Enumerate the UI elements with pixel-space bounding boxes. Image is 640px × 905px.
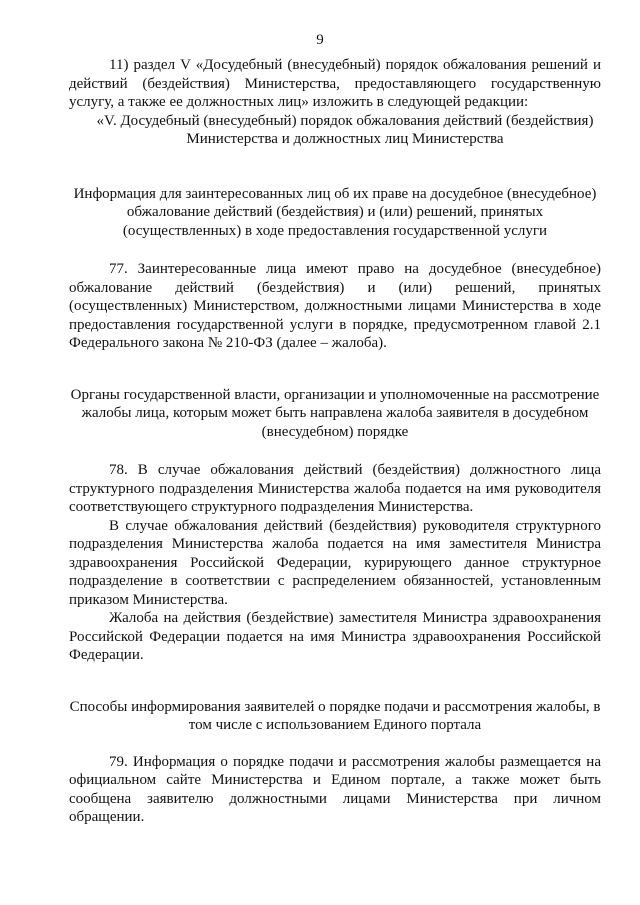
paragraph-78-c: Жалоба на действия (бездействие) заместителя Министра здравоохранения Российской Федерации подается на имя Министра здравоохранения Российской Федерации. <box>69 610 601 663</box>
section-title: «V. Досудебный (внесудебный) порядок обжалования действий (бездействия) Министерства и должностных лиц Министерства <box>96 112 594 147</box>
heading-information-rights: Информация для заинтересованных лиц об их праве на досудебное (внесудебное) обжалование действий (бездействия) и (или) решений, принятых (осуществленных) в ходе предоставления государственной услуги <box>73 185 597 239</box>
paragraph-78-a: 78. В случае обжалования действий (бездействия) должностного лица структурного подразделения Министерства жалоба подается на имя руководителя соответствующего структурного подразделения Министерства. <box>69 462 601 515</box>
spacer <box>69 441 601 461</box>
paragraph-item-11: 11) раздел V «Досудебный (внесудебный) порядок обжалования решений и действий (бездействия) Министерства, предоставляющего государственную услугу, а также ее должностных лиц» изложить в следующей редакции: <box>69 57 601 110</box>
spacer <box>69 353 601 386</box>
spacer <box>69 240 601 260</box>
spacer <box>69 149 601 185</box>
heading-informing-methods: Способы информирования заявителей о порядке подачи и рассмотрения жалобы, в том числе с использованием Единого портала <box>69 698 601 733</box>
page-number: 9 <box>316 32 324 48</box>
paragraph-79: 79. Информация о порядке подачи и рассмотрения жалобы размещается на официальном сайте Министерства и Едином портале, а также может быть сообщена заявителю должностными лицами Министерства при личном обращении. <box>69 753 601 825</box>
spacer <box>69 735 601 753</box>
document-body <box>69 56 601 827</box>
spacer <box>69 665 601 698</box>
paragraph-78-b: В случае обжалования действий (бездействия) руководителя структурного подразделения Министерства жалоба подается на имя заместителя Министра здравоохранения Российской Федерации, курирующего данное структурное подразделение в соответствии с распределением обязанностей, установленным приказом Министерства. <box>69 517 601 608</box>
heading-complaint-authorities: Органы государственной власти, организации и уполномоченные на рассмотрение жалобы лица, которым может быть направлена жалоба заявителя в досудебном (внесудебном) порядке <box>70 386 600 440</box>
paragraph-77: 77. Заинтересованные лица имеют право на досудебное (внесудебное) обжалование действий (бездействия) и (или) решений, принятых (осуществленных) Министерством, должностными лицами Министерства в ходе предоставления государственной услуги в порядке, предусмотренном главой 2.1 Федерального закона № 210-ФЗ (далее – жалоба). <box>69 261 601 351</box>
